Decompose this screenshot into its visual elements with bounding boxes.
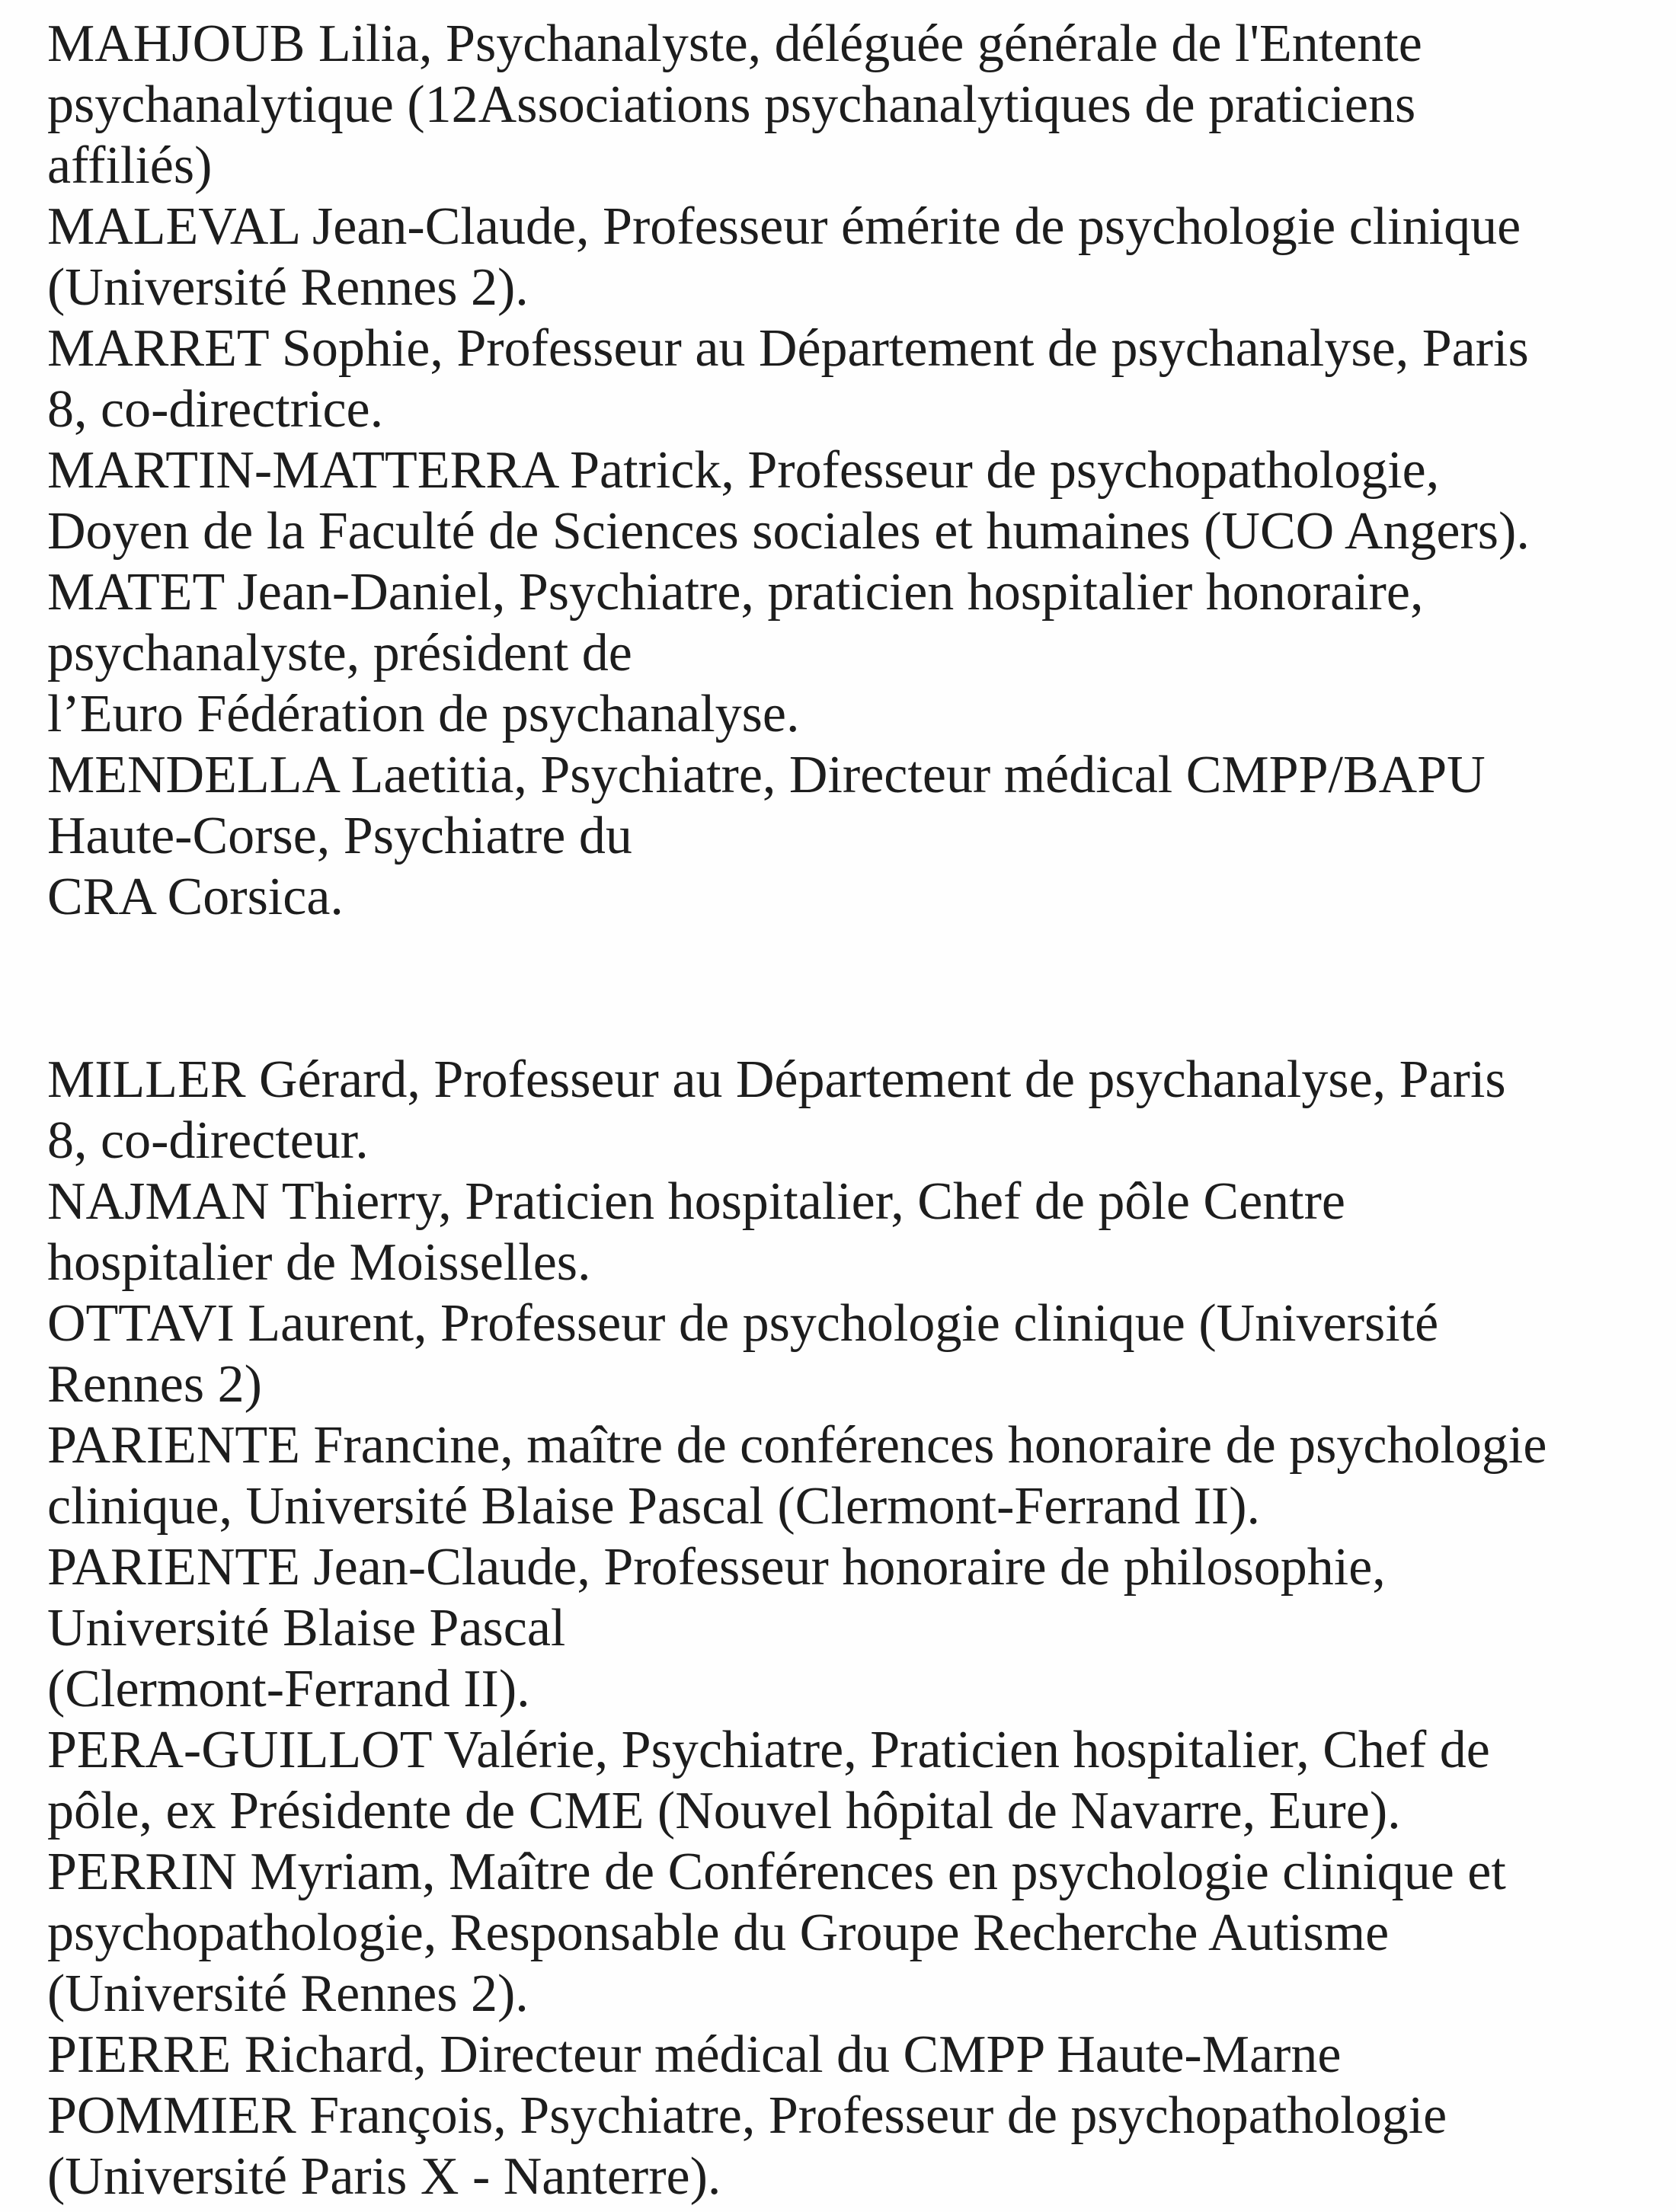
text-line: (Université Rennes 2). <box>47 258 529 317</box>
text-line: psychanalytique (12Associations psychanalytiques de praticiens <box>47 75 1416 134</box>
text-line: l’Euro Fédération de psychanalyse. <box>47 685 800 743</box>
text-line: (Clermont-Ferrand II). <box>47 1660 530 1718</box>
text-line: clinique, Université Blaise Pascal (Clermont-Ferrand II). <box>47 1477 1261 1536</box>
text-line: psychopathologie, Responsable du Groupe Recherche Autisme <box>47 1904 1390 1962</box>
text-line: Université Blaise Pascal <box>47 1599 566 1657</box>
text-line: PERRIN Myriam, Maître de Conférences en psychologie clinique et <box>47 1843 1506 1901</box>
blank-line <box>47 928 1653 989</box>
text-line: 8, co-directeur. <box>47 1111 369 1170</box>
text-line: MARRET Sophie, Professeur au Département de psychanalyse, Paris <box>47 319 1529 378</box>
text-line: Haute-Corse, Psychiatre du <box>47 807 632 865</box>
text-line: NAJMAN Thierry, Praticien hospitalier, Chef de pôle Centre <box>47 1172 1345 1231</box>
text-line: (Université Paris X - Nanterre). <box>47 2147 721 2206</box>
text-line: psychanalyste, président de <box>47 624 632 682</box>
text-line: Doyen de la Faculté de Sciences sociales et humaines (UCO Angers). <box>47 502 1530 561</box>
blank-line <box>47 989 1653 1050</box>
text-line: affiliés) <box>47 136 213 195</box>
text-line: pôle, ex Présidente de CME (Nouvel hôpital de Navarre, Eure). <box>47 1782 1401 1840</box>
text-line: 8, co-directrice. <box>47 380 384 439</box>
contributor-list <box>47 14 1653 2207</box>
text-line: MENDELLA Laetitia, Psychiatre, Directeur médical CMPP/BAPU <box>47 746 1486 804</box>
text-line: PIERRE Richard, Directeur médical du CMPP Haute-Marne <box>47 2025 1342 2084</box>
text-line: CRA Corsica. <box>47 868 344 926</box>
text-line: MATET Jean-Daniel, Psychiatre, praticien hospitalier honoraire, <box>47 563 1424 622</box>
text-line: PARIENTE Jean-Claude, Professeur honoraire de philosophie, <box>47 1538 1386 1597</box>
text-line: MALEVAL Jean-Claude, Professeur émérite de psychologie clinique <box>47 197 1521 256</box>
text-line: OTTAVI Laurent, Professeur de psychologie clinique (Université <box>47 1294 1439 1353</box>
text-line: hospitalier de Moisselles. <box>47 1233 591 1292</box>
text-line: POMMIER François, Psychiatre, Professeur de psychopathologie <box>47 2086 1447 2145</box>
text-line: MARTIN-MATTERRA Patrick, Professeur de psychopathologie, <box>47 441 1440 500</box>
text-line: Rennes 2) <box>47 1355 262 1414</box>
text-line: MILLER Gérard, Professeur au Département de psychanalyse, Paris <box>47 1050 1506 1109</box>
text-line: MAHJOUB Lilia, Psychanalyste, déléguée générale de l'Entente <box>47 14 1422 73</box>
text-line: PERA-GUILLOT Valérie, Psychiatre, Praticien hospitalier, Chef de <box>47 1721 1490 1779</box>
text-line: (Université Rennes 2). <box>47 1964 529 2023</box>
text-line: PARIENTE Francine, maître de conférences honoraire de psychologie <box>47 1416 1547 1475</box>
